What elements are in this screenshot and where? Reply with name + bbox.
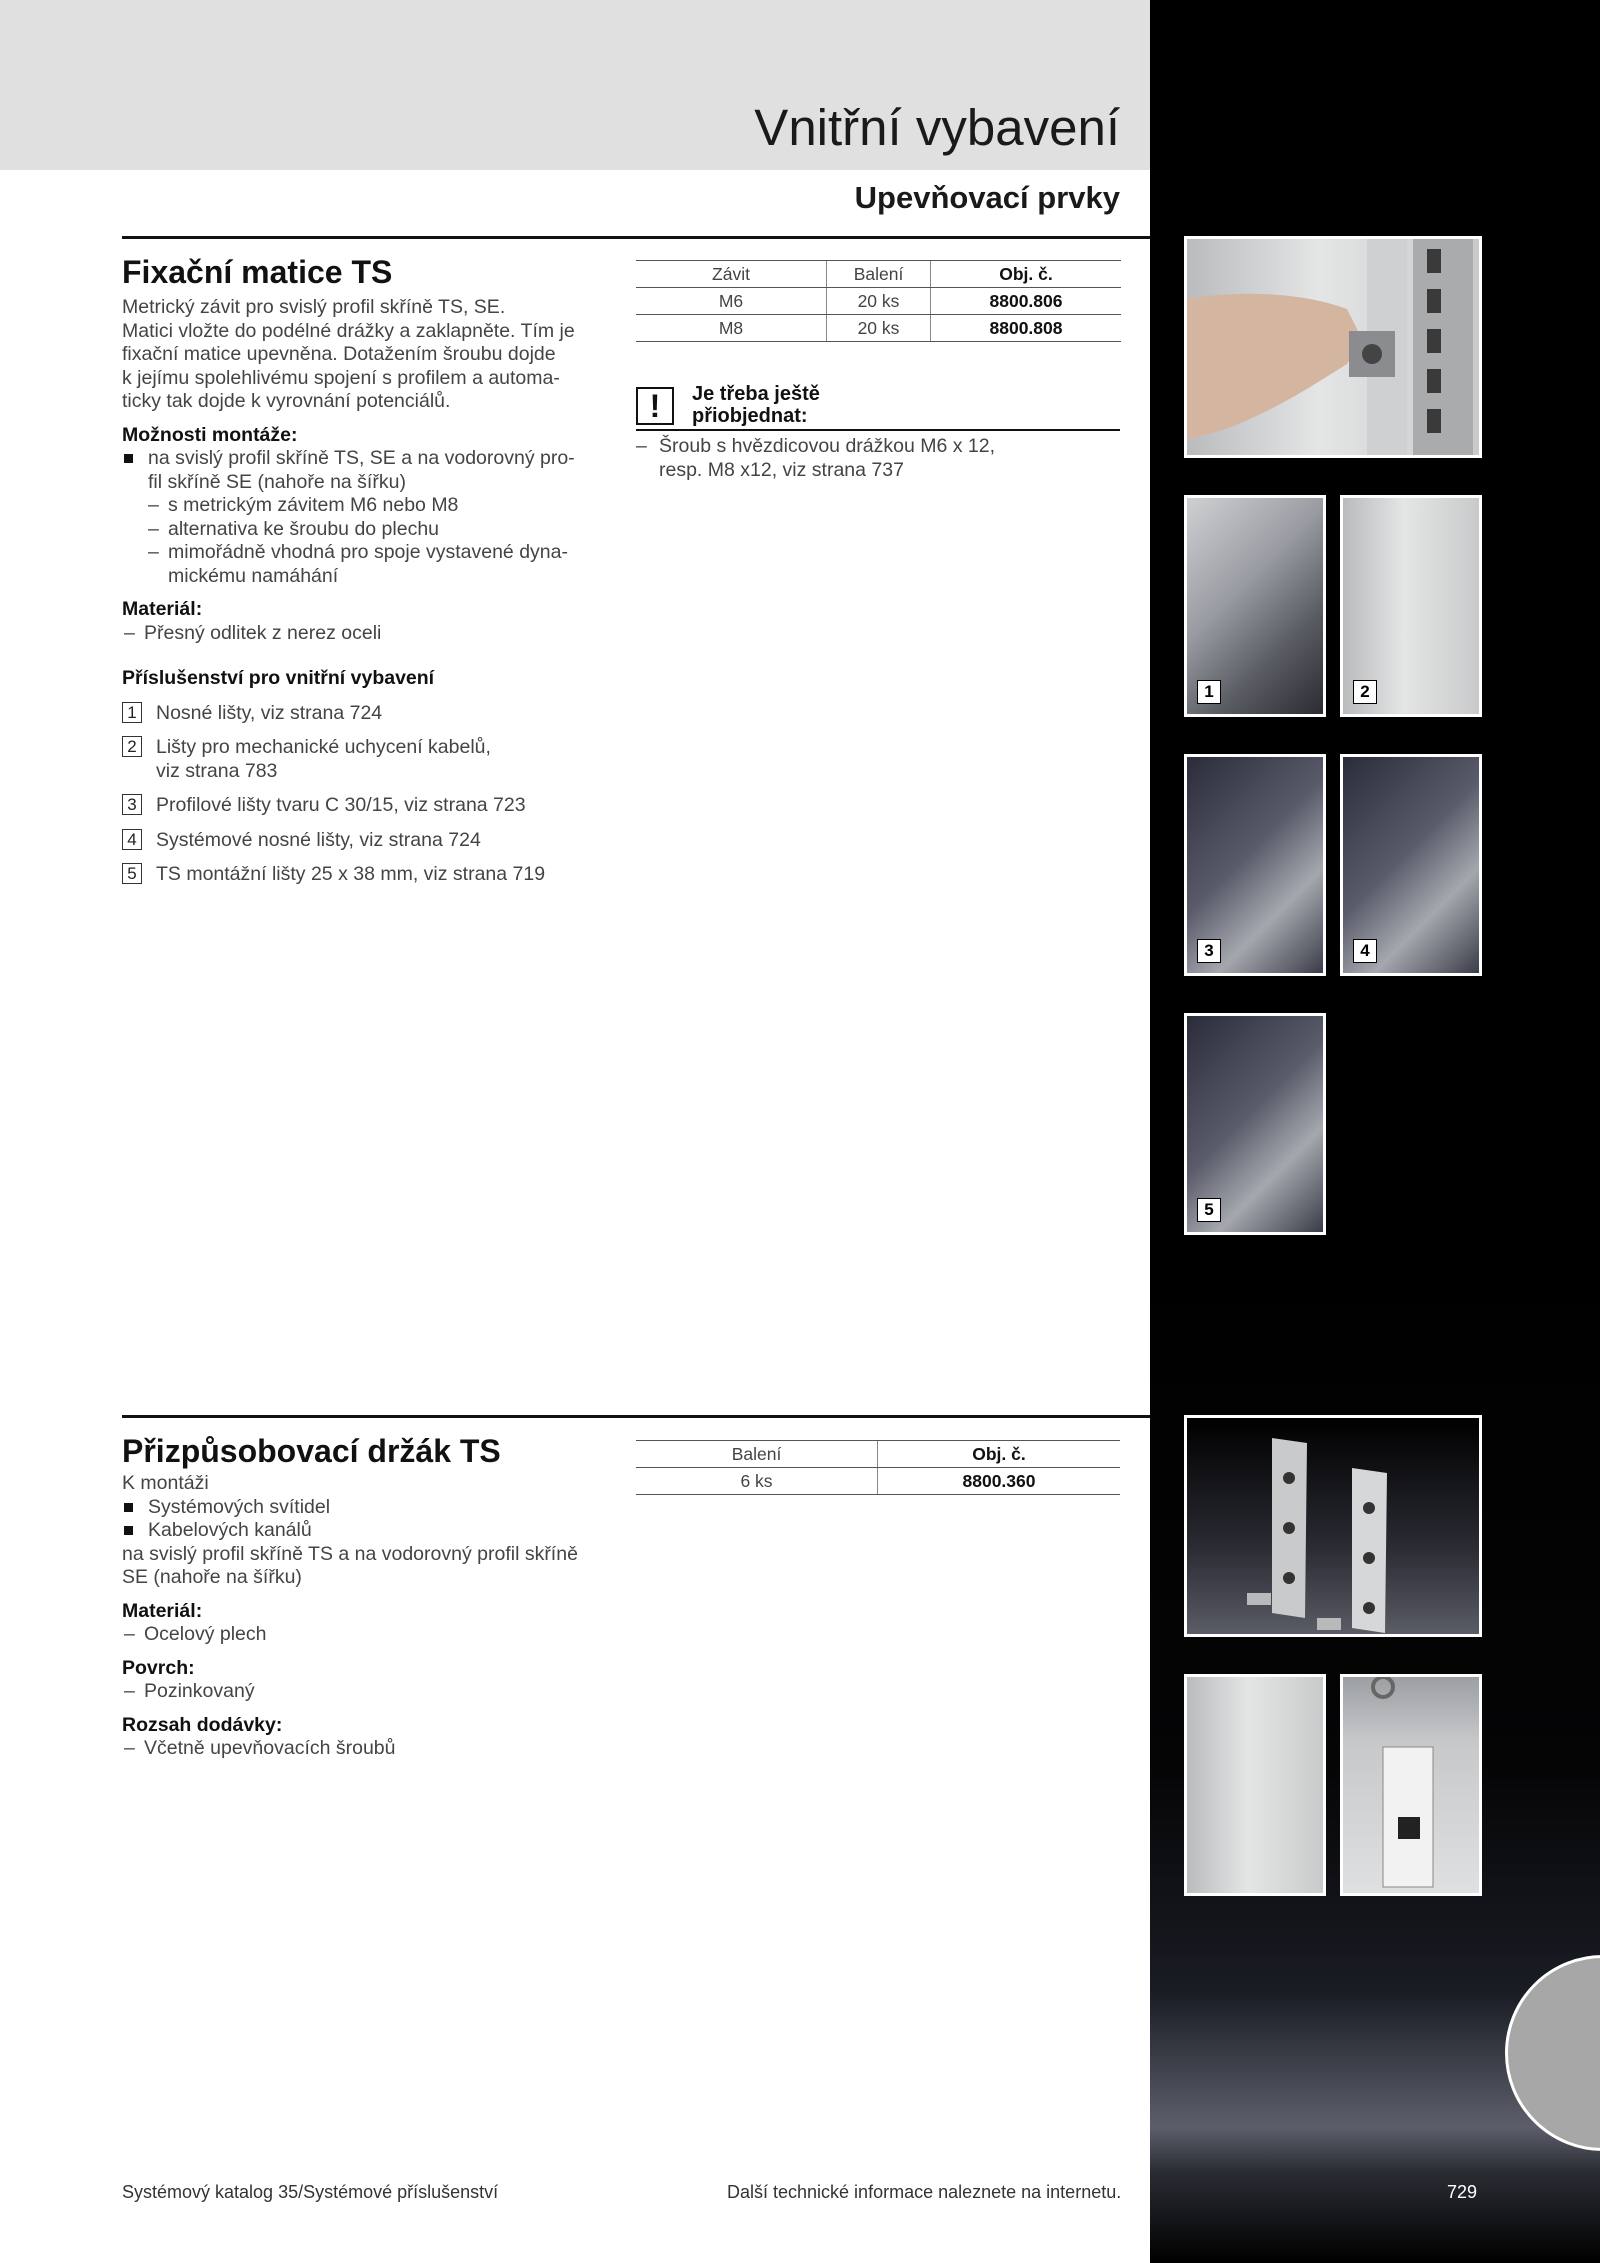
order-item: – Šroub s hvězdicovou drážkou M6 x 12, resp. M8 x12, viz strana 737 [636, 435, 1120, 482]
intro-line: Metrický závit pro svislý profil skříně TS, SE. [122, 296, 506, 318]
product-photo [1184, 754, 1326, 976]
material-heading: Materiál: [122, 598, 203, 620]
delivery-value: – Včetně upevňovacích šroubů [122, 1737, 612, 1761]
photo-number-badge: 5 [1197, 1198, 1221, 1222]
mounting-bullet: na svislý profil skříně TS, SE a na vodorovný pro- fil skříně SE (nahoře na šířku) [122, 447, 612, 494]
spec-table [636, 1440, 1120, 1495]
product-photo [1340, 1674, 1482, 1896]
accessory-item: 3 Profilové lišty tvaru C 30/15, viz strana 723 [122, 794, 612, 818]
material-value: – Ocelový plech [122, 1623, 612, 1647]
product-photo [1184, 1415, 1482, 1637]
table-row: 6 ks 8800.360 [636, 1468, 1120, 1495]
material-heading: Materiál: [122, 1599, 203, 1622]
mounting-sub: – s metrickým závitem M6 nebo M8 [122, 494, 612, 518]
intro-line: ticky tak dojde k vyrovnání potenciálů. [122, 390, 451, 412]
photo-number-badge: 1 [1197, 680, 1221, 704]
photo-number-badge: 4 [1353, 939, 1377, 963]
surface-heading: Povrch: [122, 1656, 195, 1679]
accessories-heading: Příslušenství pro vnitřní vybavení [122, 667, 435, 689]
hand-nut-illustration [1187, 239, 1479, 455]
mounting-heading: Možnosti montáže: [122, 423, 298, 446]
intro-line: k jejímu spolehlivému spojení s profilem a automa- [122, 366, 560, 389]
intro-line: K montáži [122, 1472, 209, 1494]
product-photo [1184, 495, 1326, 717]
product-photo [1340, 495, 1482, 717]
accessory-item: 1 Nosné lišty, viz strana 724 [122, 702, 612, 726]
column-header: Závit [636, 261, 827, 288]
cabinet-illustration [1343, 1677, 1479, 1893]
product-photo [1340, 754, 1482, 976]
footer-left: Systémový katalog 35/Systémové příslušenství [122, 2182, 499, 2202]
section1-text [122, 296, 612, 887]
photo-number-badge: 3 [1197, 939, 1221, 963]
footer-center: Další technické informace naleznete na internetu. [727, 2182, 1122, 2202]
product-photo [1184, 236, 1482, 458]
note-line: SE (nahoře na šířku) [122, 1566, 302, 1588]
accessory-item: 5 TS montážní lišty 25 x 38 mm, viz strana 719 [122, 863, 612, 887]
product-photo [1184, 1674, 1326, 1896]
order-title: Je třeba ještě přiobjednat: [692, 383, 820, 427]
product-photo [1184, 1013, 1326, 1235]
column-header: Balení [636, 1441, 878, 1468]
order-note [636, 383, 1120, 482]
section-rule [122, 1415, 1150, 1418]
surface-value: – Pozinkovaný [122, 1680, 612, 1704]
mounting-sub: – alternativa ke šroubu do plechu [122, 518, 612, 542]
table-row: M6 20 ks 8800.806 [636, 288, 1121, 315]
column-header: Obj. č. [878, 1441, 1121, 1468]
intro-line: Matici vložte do podélné drážky a zaklapněte. Tím je [122, 319, 575, 342]
intro-line: fixační matice upevněna. Dotažením šroubu dojde [122, 343, 556, 365]
warning-icon: ! [636, 387, 674, 425]
accessory-item: 4 Systémové nosné lišty, viz strana 724 [122, 829, 612, 853]
column-header: Obj. č. [931, 261, 1122, 288]
bullet-item: Systémových svítidel [122, 1496, 612, 1520]
material-value: – Přesný odlitek z nerez oceli [122, 622, 612, 646]
page-title: Vnitřní vybavení [754, 99, 1120, 156]
section-rule [122, 236, 1150, 239]
spec-table [636, 260, 1121, 342]
accessory-item: 2 Lišty pro mechanické uchycení kabelů, viz strana 783 [122, 736, 612, 783]
bullet-item: Kabelových kanálů [122, 1519, 612, 1543]
section-title: Přizpůsobovací držák TS [122, 1433, 501, 1469]
page-subtitle: Upevňovací prvky [854, 180, 1120, 215]
photo-number-badge: 2 [1353, 680, 1377, 704]
column-header: Balení [827, 261, 931, 288]
note-line: na svislý profil skříně TS a na vodorovný profil skříně [122, 1542, 578, 1565]
mounting-sub: – mimořádně vhodná pro spoje vystavené dyna- mickému namáhání [122, 541, 612, 588]
delivery-heading: Rozsah dodávky: [122, 1713, 283, 1736]
page-number: 729 [1447, 2182, 1478, 2202]
table-row: M8 20 ks 8800.808 [636, 315, 1121, 342]
bracket-illustration [1187, 1418, 1479, 1634]
section-title: Fixační matice TS [122, 254, 393, 290]
section2-text [122, 1472, 612, 1761]
